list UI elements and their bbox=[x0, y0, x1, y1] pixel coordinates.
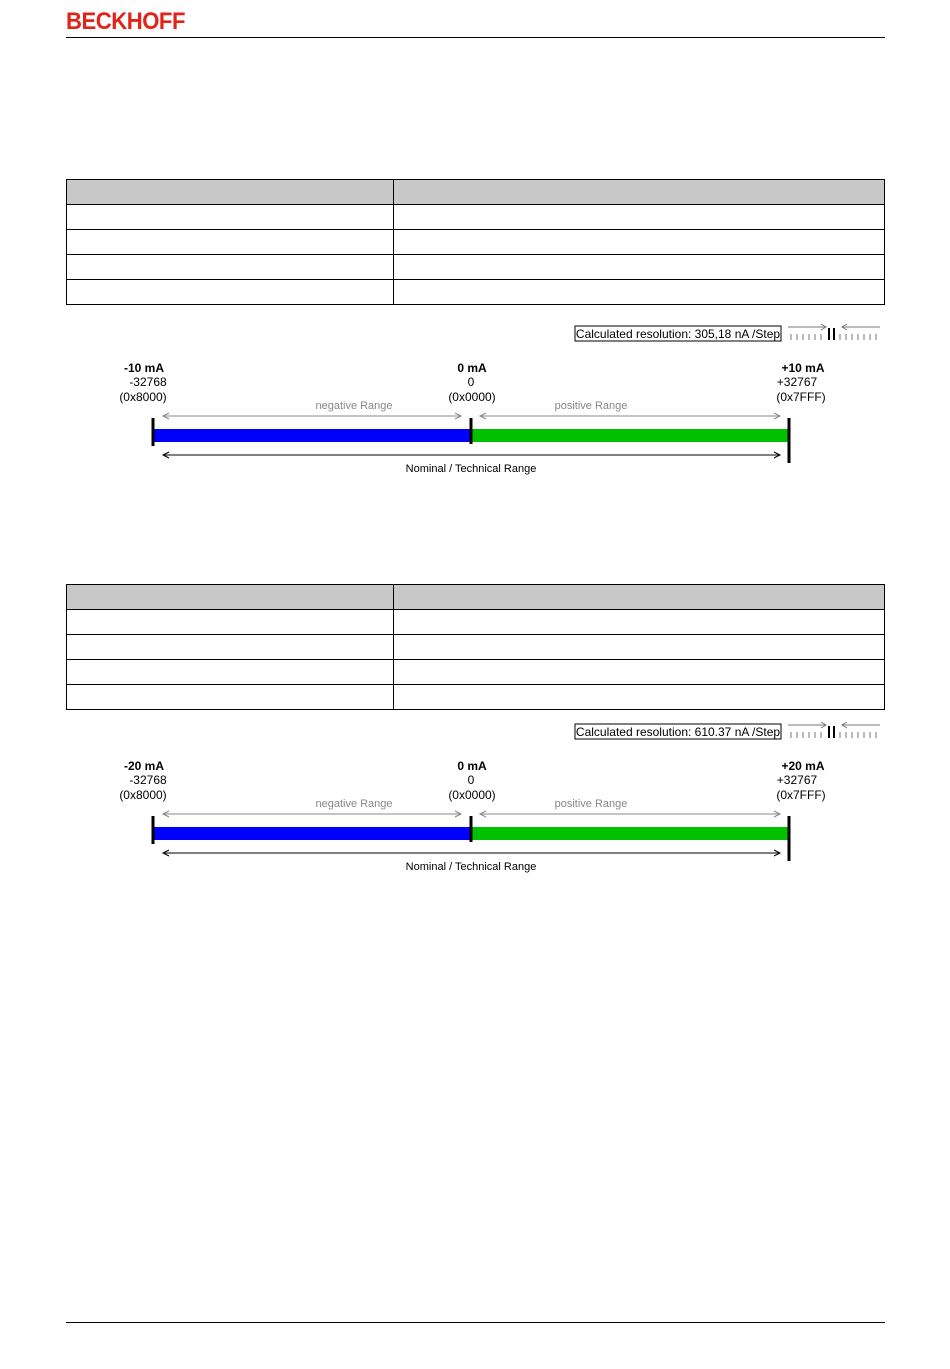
nominal-range-label: Nominal / Technical Range bbox=[405, 463, 537, 475]
mid-value-label: 0 mA bbox=[457, 361, 487, 375]
table-cell bbox=[67, 660, 394, 685]
table-row bbox=[67, 610, 885, 635]
range-diagram-2 bbox=[0, 718, 950, 878]
table-row bbox=[67, 635, 885, 660]
spec-table-1 bbox=[66, 179, 885, 305]
negative-range-bar bbox=[153, 827, 471, 840]
max-value-label: +10 mA bbox=[781, 361, 825, 375]
max-dec-label: +32767 bbox=[776, 375, 818, 389]
table-cell bbox=[394, 685, 885, 710]
mid-hex-label: (0x0000) bbox=[448, 390, 496, 404]
spec-table-2 bbox=[66, 584, 885, 710]
table-cell bbox=[394, 610, 885, 635]
table-row bbox=[67, 255, 885, 280]
table-cell bbox=[67, 255, 394, 280]
resolution-label: Calculated resolution: 305,18 nA /Step bbox=[575, 327, 781, 341]
min-value-label: -10 mA bbox=[123, 361, 165, 375]
max-hex-label: (0x7FFF) bbox=[776, 390, 826, 404]
table-cell bbox=[67, 230, 394, 255]
resolution-scale-icon bbox=[788, 324, 880, 340]
mid-value-label: 0 mA bbox=[457, 759, 487, 773]
max-value-label: +20 mA bbox=[781, 759, 825, 773]
resolution-scale-icon bbox=[788, 722, 880, 738]
table-header-cell bbox=[67, 585, 394, 610]
nominal-range-label: Nominal / Technical Range bbox=[405, 861, 537, 873]
table-cell bbox=[67, 635, 394, 660]
table-cell bbox=[394, 280, 885, 305]
negative-range-label: negative Range bbox=[315, 798, 393, 810]
table-cell bbox=[394, 635, 885, 660]
table-cell bbox=[394, 230, 885, 255]
positive-range-bar bbox=[471, 827, 789, 840]
table-row bbox=[67, 205, 885, 230]
negative-range-label: negative Range bbox=[315, 400, 393, 412]
table-cell bbox=[394, 255, 885, 280]
min-dec-label: -32768 bbox=[129, 773, 167, 787]
table-header-cell bbox=[394, 180, 885, 205]
table-row bbox=[67, 660, 885, 685]
positive-range-label: positive Range bbox=[554, 400, 628, 412]
table-row bbox=[67, 230, 885, 255]
min-hex-label: (0x8000) bbox=[119, 390, 167, 404]
table-header-row bbox=[67, 585, 885, 610]
negative-range-bar bbox=[153, 429, 471, 442]
min-dec-label: -32768 bbox=[129, 375, 167, 389]
min-value-label: -20 mA bbox=[123, 759, 165, 773]
table-cell bbox=[394, 660, 885, 685]
table-header-cell bbox=[394, 585, 885, 610]
mid-hex-label: (0x0000) bbox=[448, 788, 496, 802]
table-row bbox=[67, 685, 885, 710]
table-header-cell bbox=[67, 180, 394, 205]
resolution-label: Calculated resolution: 610.37 nA /Step bbox=[575, 725, 781, 739]
positive-range-label: positive Range bbox=[554, 798, 628, 810]
table-cell bbox=[394, 205, 885, 230]
min-hex-label: (0x8000) bbox=[119, 788, 167, 802]
table-cell bbox=[67, 205, 394, 230]
mid-dec-label: 0 bbox=[467, 773, 475, 787]
table-cell bbox=[67, 685, 394, 710]
max-hex-label: (0x7FFF) bbox=[776, 788, 826, 802]
table-row bbox=[67, 280, 885, 305]
beckhoff-logo: BECKHOFF bbox=[66, 8, 185, 35]
range-diagram-1 bbox=[0, 320, 950, 480]
mid-dec-label: 0 bbox=[467, 375, 475, 389]
max-dec-label: +32767 bbox=[776, 773, 818, 787]
table-header-row bbox=[67, 180, 885, 205]
table-cell bbox=[67, 610, 394, 635]
table-cell bbox=[67, 280, 394, 305]
footer-rule bbox=[66, 1322, 885, 1323]
header-rule bbox=[66, 37, 885, 38]
positive-range-bar bbox=[471, 429, 789, 442]
